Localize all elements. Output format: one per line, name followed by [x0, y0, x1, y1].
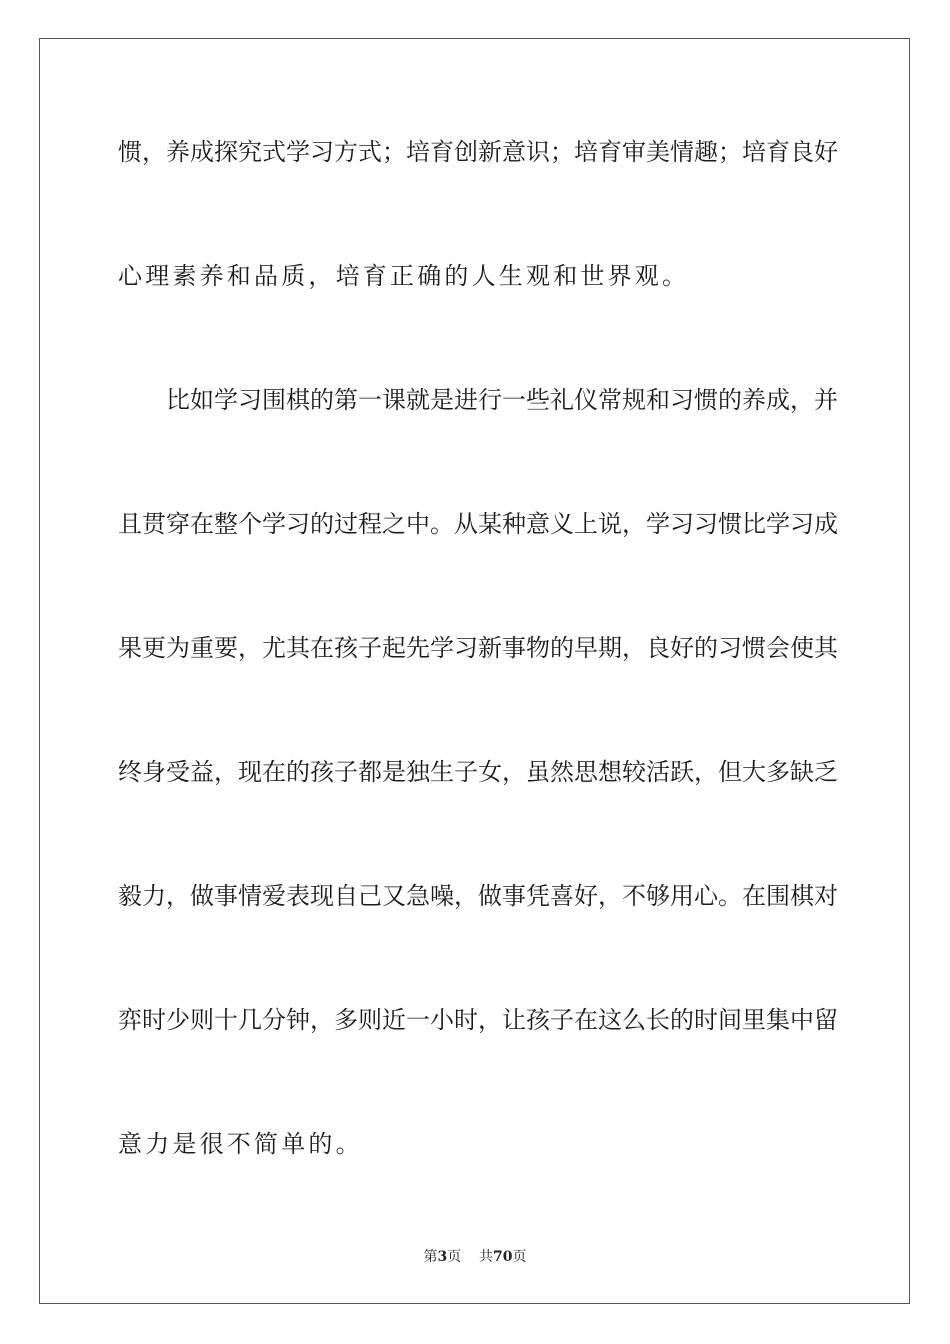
text-line: 弈时少则十几分钟，多则近一小时，让孩子在这么长的时间里集中留 [118, 1006, 838, 1034]
text-line: 终身受益，现在的孩子都是独生子女，虽然思想较活跃，但大多缺乏 [118, 758, 838, 786]
text-line: 毅力，做事情爱表现自己又急噪，做事凭喜好，不够用心。在围棋对 [118, 882, 838, 910]
text-line: 心理素养和品质，培育正确的人生观和世界观。 [118, 262, 690, 290]
total-suffix: 页 [512, 1249, 527, 1265]
page-border [39, 38, 910, 1304]
total-prefix: 共 [479, 1249, 494, 1265]
text-line: 且贯穿在整个学习的过程之中。从某种意义上说，学习习惯比学习成 [118, 510, 838, 538]
page-footer [0, 1248, 950, 1266]
page-number: 3 [437, 1249, 448, 1265]
text-line: 比如学习围棋的第一课就是进行一些礼仪常规和习惯的养成，并 [166, 386, 838, 414]
page-suffix: 页 [447, 1249, 462, 1265]
total-pages: 70 [493, 1249, 513, 1265]
text-line: 果更为重要，尤其在孩子起先学习新事物的早期，良好的习惯会使其 [118, 634, 838, 662]
text-line: 惯，养成探究式学习方式；培育创新意识；培育审美情趣；培育良好 [118, 138, 838, 166]
text-line: 意力是很不简单的。 [118, 1130, 363, 1158]
page-prefix: 第 [423, 1249, 438, 1265]
